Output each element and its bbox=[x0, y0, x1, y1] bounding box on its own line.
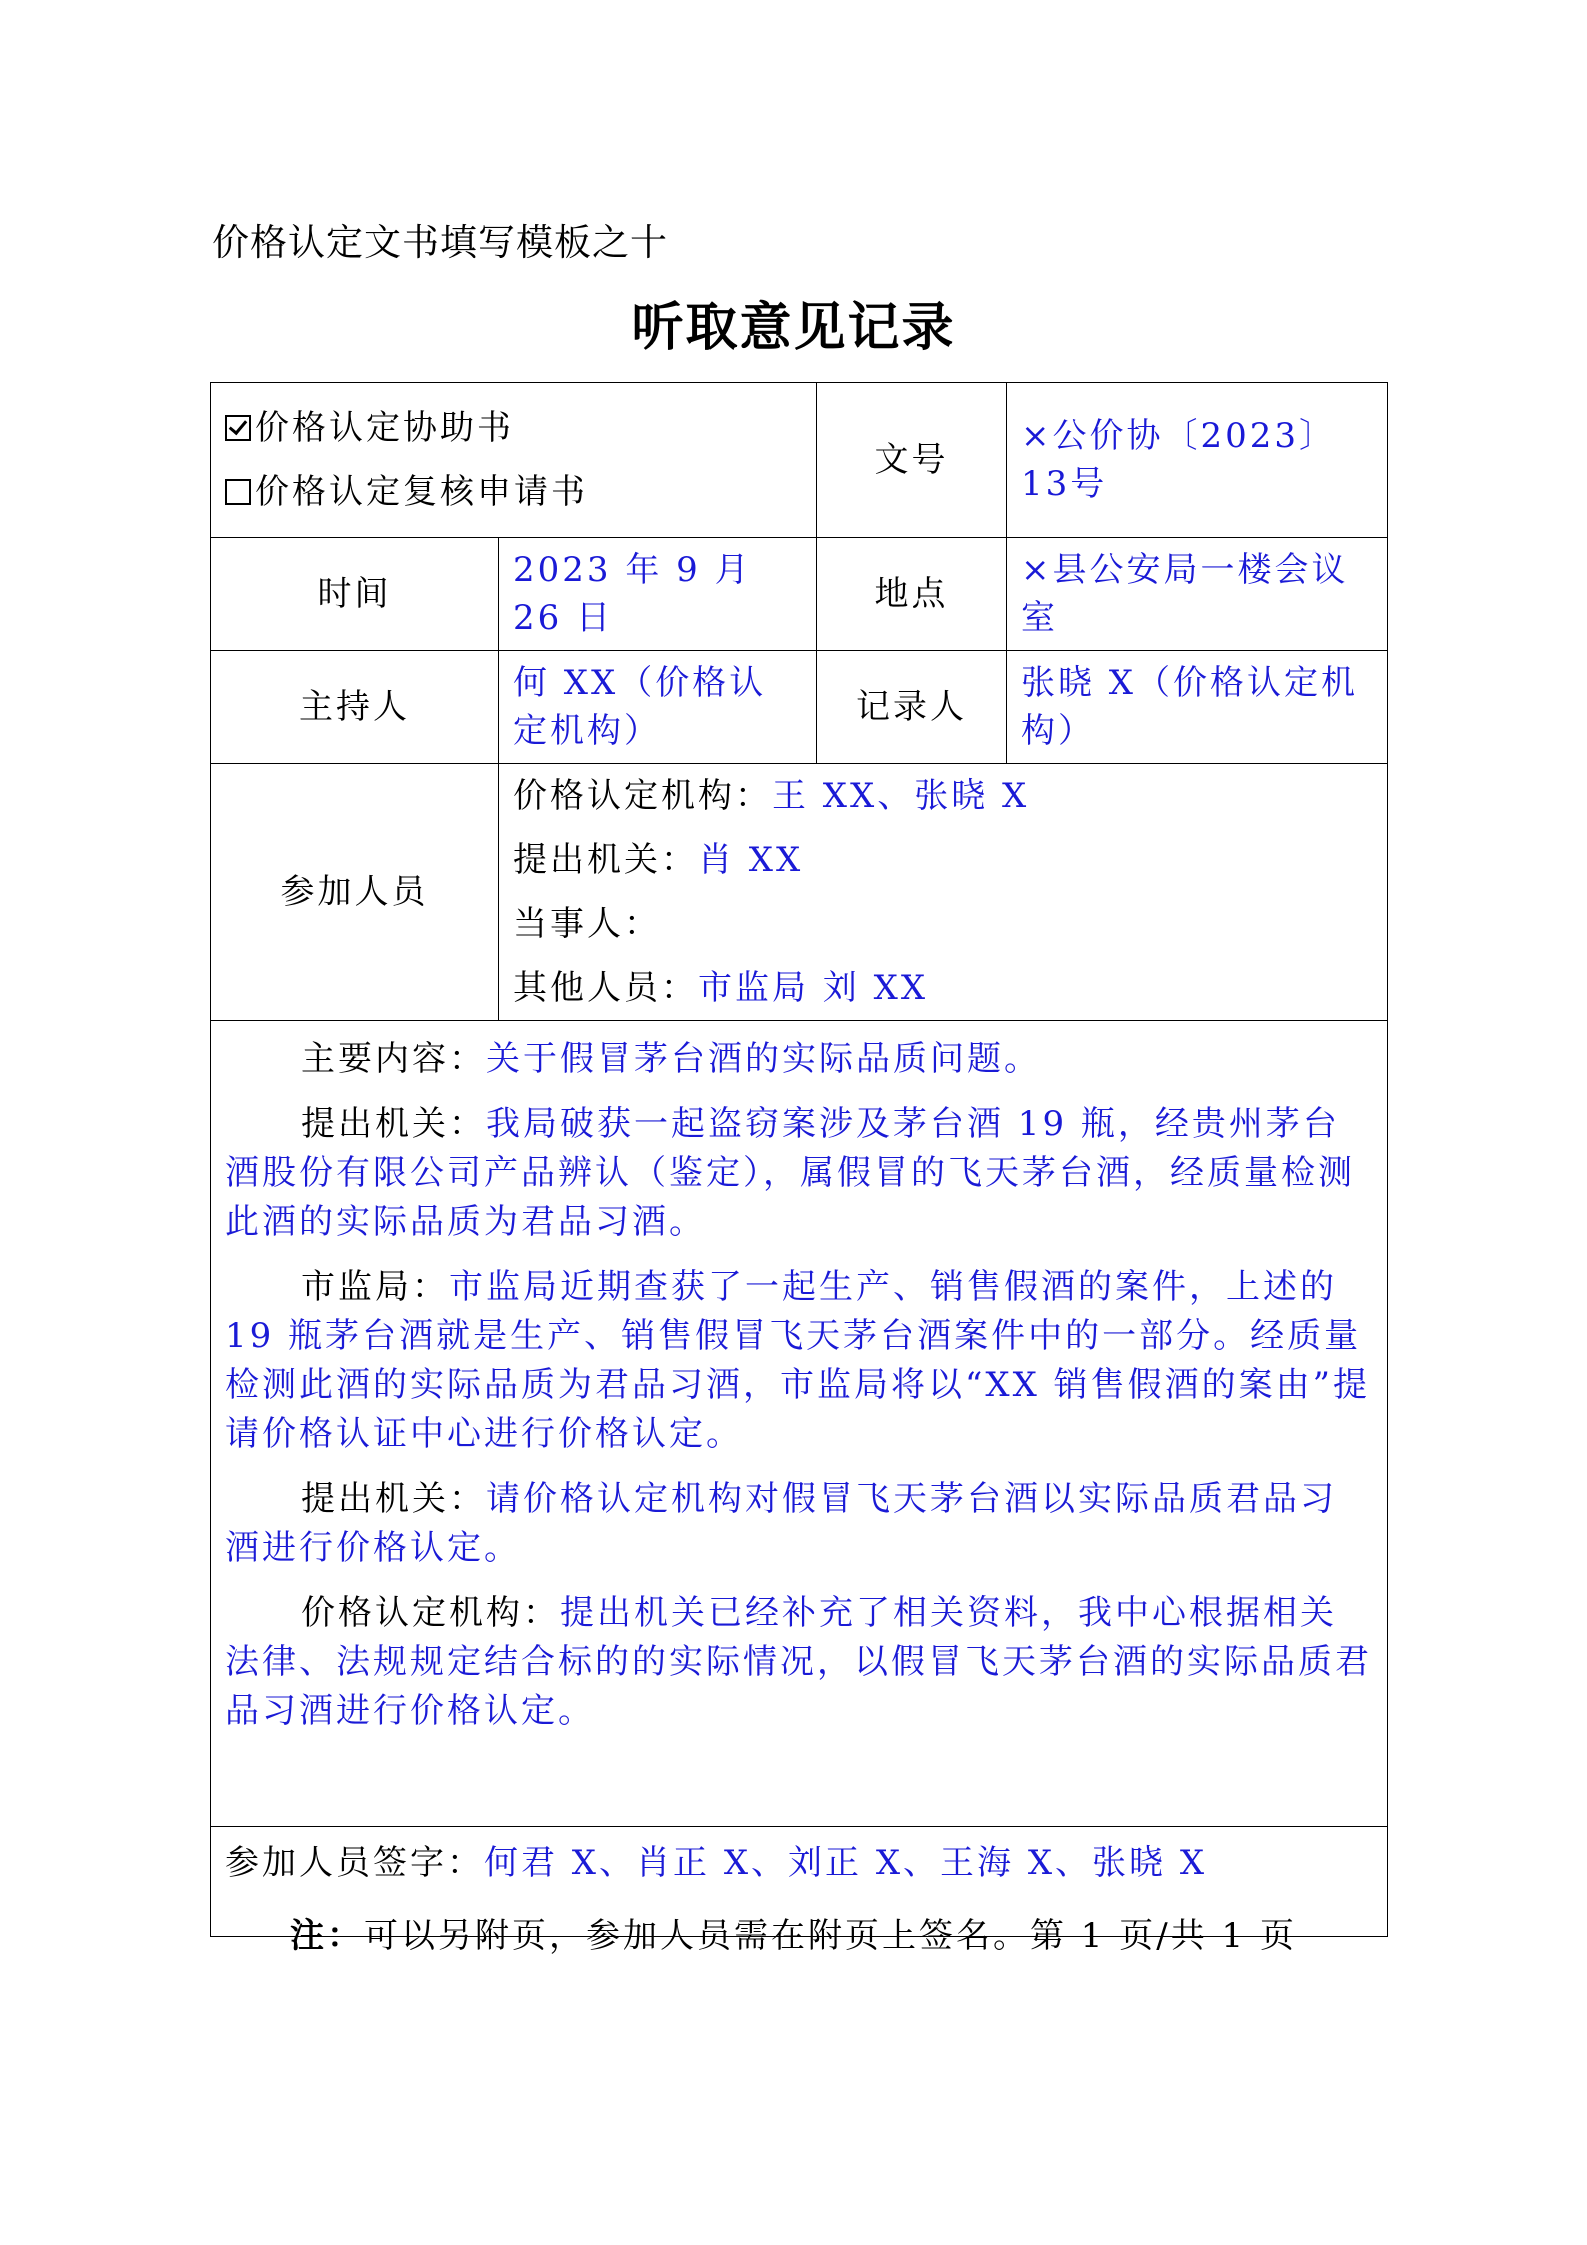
attendee-names: 市监局 刘 XX bbox=[698, 968, 929, 1008]
speaker-label: 提出机关： bbox=[301, 1104, 486, 1144]
signature-label: 参加人员签字： bbox=[225, 1843, 484, 1883]
doc-type-cell bbox=[211, 383, 817, 538]
record-form-table bbox=[210, 382, 1388, 1937]
speaker-label: 价格认定机构： bbox=[301, 1593, 560, 1633]
speaker-label: 提出机关： bbox=[301, 1479, 486, 1519]
speaker-label: 主要内容： bbox=[301, 1039, 486, 1079]
speaker-text: 提出机关已经补充了相关资料，我中心根据相关法律、法规规定结合标的的实际情况，以假冒飞天茅台酒的实际品质君品习酒进行价格认定。 bbox=[225, 1593, 1372, 1731]
content-paragraph bbox=[225, 1589, 1373, 1736]
unchecked-box-icon bbox=[225, 479, 251, 505]
attendee-role: 提出机关： bbox=[513, 840, 698, 880]
content-paragraph bbox=[225, 1100, 1373, 1247]
time-value: 2023 年 9 月 26 日 bbox=[499, 538, 817, 651]
attendee-line bbox=[499, 956, 1387, 1020]
attendee-role: 价格认定机构： bbox=[513, 776, 772, 816]
footnote bbox=[290, 1908, 1297, 1957]
place-label: 地点 bbox=[817, 538, 1007, 651]
page-title: 听取意见记录 bbox=[631, 297, 956, 358]
attendee-role: 当事人： bbox=[513, 904, 661, 944]
attendee-line bbox=[499, 828, 1387, 892]
recorder-value: 张晓 X（价格认定机构） bbox=[1007, 651, 1388, 764]
attendees-row bbox=[211, 764, 1388, 1021]
attendee-names: 王 XX、张晓 X bbox=[772, 776, 1030, 816]
host-value: 何 XX（价格认定机构） bbox=[499, 651, 817, 764]
doc-type-option-label: 价格认定协助书 bbox=[255, 408, 514, 448]
attendee-names: 肖 XX bbox=[698, 840, 804, 880]
content-paragraph bbox=[225, 1035, 1373, 1084]
host-label: 主持人 bbox=[211, 651, 499, 764]
document-heading: 价格认定文书填写模板之十 bbox=[212, 221, 668, 264]
content-paragraph bbox=[225, 1475, 1373, 1573]
attendee-line bbox=[499, 892, 1387, 956]
speaker-text: 我局破获一起盗窃案涉及茅台酒 19 瓶，经贵州茅台酒股份有限公司产品辨认（鉴定），属假冒的飞天茅台酒，经质量检测此酒的实际品质为君品习酒。 bbox=[225, 1104, 1355, 1242]
doc-type-option-label: 价格认定复核申请书 bbox=[255, 472, 588, 512]
signature-names: 何君 X、肖正 X、刘正 X、王海 X、张晓 X bbox=[484, 1843, 1208, 1883]
speaker-text: 请价格认定机构对假冒飞天茅台酒以实际品质君品习酒进行价格认定。 bbox=[225, 1479, 1337, 1568]
attendees-list bbox=[499, 764, 1388, 1021]
speaker-text: 市监局近期查获了一起生产、销售假酒的案件，上述的 19 瓶茅台酒就是生产、销售假冒飞天茅台酒案件中的一部分。经质量检测此酒的实际品质为君品习酒，市监局将以“XX 销售假酒的案由”提请价格认证中心进行价格认定。 bbox=[225, 1267, 1370, 1454]
content-paragraph bbox=[225, 1263, 1373, 1459]
content-row bbox=[211, 1021, 1388, 1827]
attendees-label: 参加人员 bbox=[211, 764, 499, 1021]
main-content bbox=[211, 1021, 1388, 1827]
doc-type-row bbox=[211, 383, 1388, 538]
footnote-text: 可以另附页，参加人员需在附页上签名。第 1 页/共 1 页 bbox=[364, 1916, 1297, 1956]
doc-type-option-assist[interactable] bbox=[211, 396, 816, 460]
speaker-label: 市监局： bbox=[301, 1267, 449, 1307]
time-place-row bbox=[211, 538, 1388, 651]
footnote-label: 注： bbox=[290, 1916, 364, 1956]
speaker-text: 关于假冒茅台酒的实际品质问题。 bbox=[486, 1039, 1041, 1079]
attendee-line bbox=[499, 764, 1387, 828]
place-value: ×县公安局一楼会议室 bbox=[1007, 538, 1388, 651]
time-label: 时间 bbox=[211, 538, 499, 651]
doc-number-label: 文号 bbox=[817, 383, 1007, 538]
checked-box-icon bbox=[225, 415, 251, 441]
doc-type-option-review[interactable] bbox=[211, 460, 816, 524]
doc-number-value: ×公价协〔2023〕13号 bbox=[1007, 383, 1388, 538]
host-recorder-row bbox=[211, 651, 1388, 764]
recorder-label: 记录人 bbox=[817, 651, 1007, 764]
attendee-role: 其他人员： bbox=[513, 968, 698, 1008]
